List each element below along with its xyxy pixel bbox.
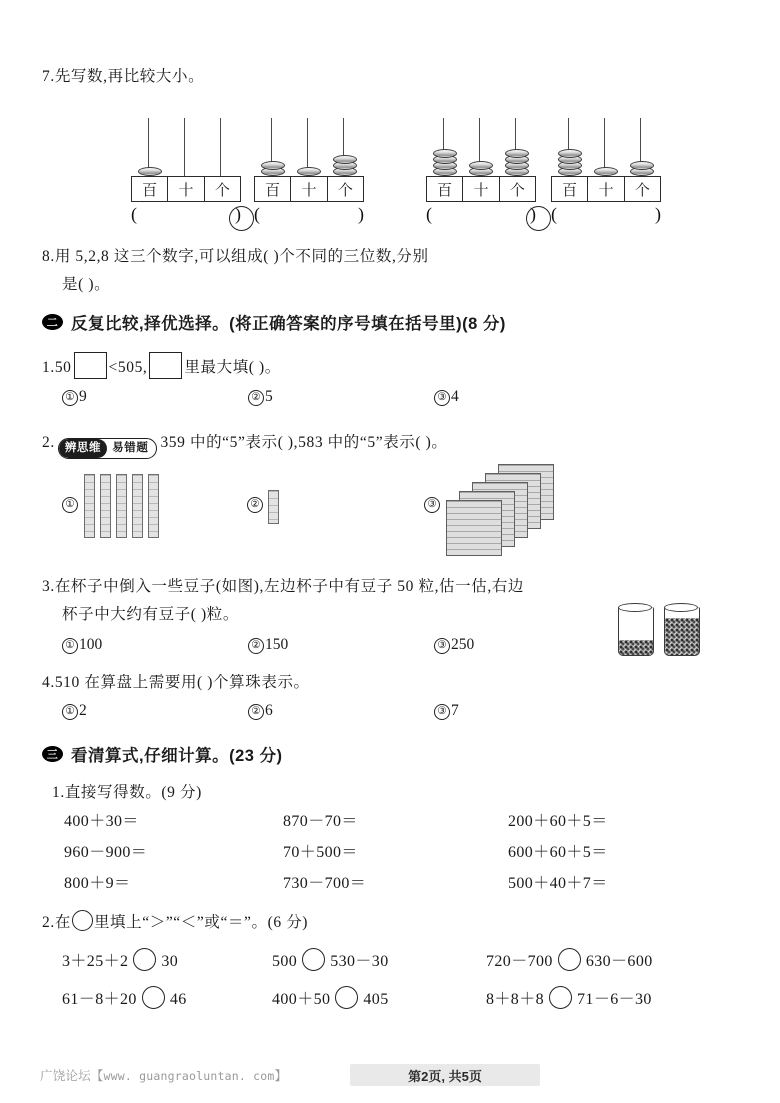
abacus-place-labels: 百 十 个 [254,176,364,202]
section3-question-1-title: 1.直接写得数。(9 分) [52,784,202,801]
compare-circle-2[interactable] [526,206,551,231]
expression[interactable]: 500＋40＋7＝ [508,875,608,892]
section-2-title: 反复比较,择优选择。(将正确答案的序号填在括号里)(8 分) [71,315,506,333]
watermark: 广饶论坛【www. guangraoluntan. com】 [40,1069,288,1083]
option-1[interactable]: ① 2 [62,702,87,720]
section-marker-two: 二 [42,314,63,330]
question-badges [58,438,158,459]
place-label-tens: 十 [168,177,204,201]
question-8-line2[interactable]: 是( )。 [62,276,111,293]
abacus-place-labels: 百 十 个 [426,176,536,202]
expression[interactable]: 730－700＝ [283,875,367,892]
s2q1-suffix: 里最大填( )。 [184,359,281,376]
answer-blank-4[interactable]: ( ) [551,204,661,224]
abacus-4 [551,108,661,228]
base-ten-blocks-row [0,462,780,557]
answer-circle[interactable] [549,986,572,1009]
abacus-place-labels [131,176,241,202]
question-7-text: 7.先写数,再比较大小。 [42,68,205,85]
section-3-title: 看清算式,仔细计算。(23 分) [71,747,283,765]
comparison-grid [0,948,780,1024]
option-1[interactable]: ① 9 [62,388,87,406]
cup-right [664,598,700,656]
compare-circle-icon [72,910,93,931]
expression[interactable]: 600＋60＋5＝ [508,844,608,861]
answer-circle[interactable] [335,986,358,1009]
expression[interactable]: 870－70＝ [283,813,358,830]
section-2-header [42,310,506,334]
section2-question-4-options [62,702,722,730]
arithmetic-row [0,870,780,901]
answer-blank-1[interactable]: ( ) [131,204,241,224]
abacus-1 [131,108,241,228]
option-2[interactable]: ② 6 [248,702,273,720]
place-label-hundreds: 百 [132,177,168,201]
question-8-line1: 8.用 5,2,8 这三个数字,可以组成( )个不同的三位数,分别 [42,248,429,265]
badge-common-mistake: 易错题 [112,442,149,454]
expression[interactable]: 70＋500＝ [283,844,358,861]
option-3[interactable]: ③ 250 [434,636,474,654]
compare-circle-1[interactable] [229,206,254,231]
comparison-item[interactable]: 400＋50 405 [272,986,389,1009]
option-1[interactable]: ① 100 [62,636,102,654]
s2q2-text: 359 中的“5”表示( ),583 中的“5”表示( )。 [160,434,448,451]
answer-box-1[interactable] [74,352,107,379]
option-2[interactable]: ② 150 [248,636,288,654]
section2-question-1-options [62,388,722,416]
comparison-item[interactable]: 8＋8＋8 71－6－30 [486,986,652,1009]
answer-blank-3[interactable]: ( ) [426,204,536,224]
answer-circle[interactable] [142,986,165,1009]
arithmetic-row [0,839,780,870]
expression[interactable]: 400＋30＝ [64,813,139,830]
section3-question-2-title [42,908,308,938]
comparison-row [0,986,780,1024]
answer-circle[interactable] [302,948,325,971]
comparison-item[interactable]: 3＋25＋2 30 [62,948,178,971]
figure-hundred-flats-5 [446,464,586,554]
option-3[interactable]: ③ 7 [434,702,459,720]
abacus-2 [254,108,364,228]
comparison-item[interactable]: 61－8＋20 46 [62,986,187,1009]
section2-question-1 [42,352,281,383]
expression[interactable]: 960－900＝ [64,844,148,861]
expression[interactable]: 800＋9＝ [64,875,131,892]
beans-fill [665,618,699,655]
page-indicator: 第2页, 共5页 [350,1064,540,1086]
section2-question-2 [42,428,448,459]
option-2-marker[interactable]: ② [247,497,263,513]
s3q2-title-a: 2.在 [42,914,71,931]
comparison-row [0,948,780,986]
section2-question-3-line1: 3.在杯子中倒入一些豆子(如图),左边杯子中有豆子 50 粒,估一估,右边 [42,578,525,595]
answer-circle[interactable] [133,948,156,971]
abacus-3 [426,108,536,228]
cup-rim-icon [618,603,652,612]
abacus-bead [138,167,162,176]
page-footer [0,1064,780,1090]
s2q2-prefix: 2. [42,434,55,451]
section-3-header [42,742,283,766]
option-3-marker[interactable]: ③ [424,497,440,513]
s3q2-title-b: 里填上“＞”“＜”或“＝”。(6 分) [93,914,309,931]
answer-box-2[interactable] [149,352,182,379]
comparison-item[interactable]: 720－700 630－600 [486,948,653,971]
section2-question-4: 4.510 在算盘上需要用( )个算珠表示。 [42,674,310,691]
comparison-item[interactable]: 500 530－30 [272,948,389,971]
arithmetic-grid [0,808,780,901]
cup-rim-icon [664,603,698,612]
arithmetic-row [0,808,780,839]
place-label-ones: 个 [214,182,230,199]
section2-question-3-line2: 杯子中大约有豆子( )粒。 [62,606,239,623]
cup-left [618,598,654,656]
expression[interactable]: 200＋60＋5＝ [508,813,608,830]
option-1-marker[interactable]: ① [62,497,78,513]
answer-circle[interactable] [558,948,581,971]
beans-fill [619,640,653,655]
s2q1-prefix: 1.50 [42,359,72,376]
figure-ten-rods-5 [84,474,159,538]
answer-blank-2[interactable]: ( ) [254,204,364,224]
badge-thinking: 辨思维 [59,439,107,458]
abacus-place-labels: 百 十 个 [551,176,661,202]
abacus-diagram-row [0,108,780,224]
section-marker-three: 三 [42,746,63,762]
option-2[interactable]: ② 5 [248,388,273,406]
option-3[interactable]: ③ 4 [434,388,459,406]
figure-one-rod [268,490,279,524]
s2q1-mid: <505, [108,359,148,376]
